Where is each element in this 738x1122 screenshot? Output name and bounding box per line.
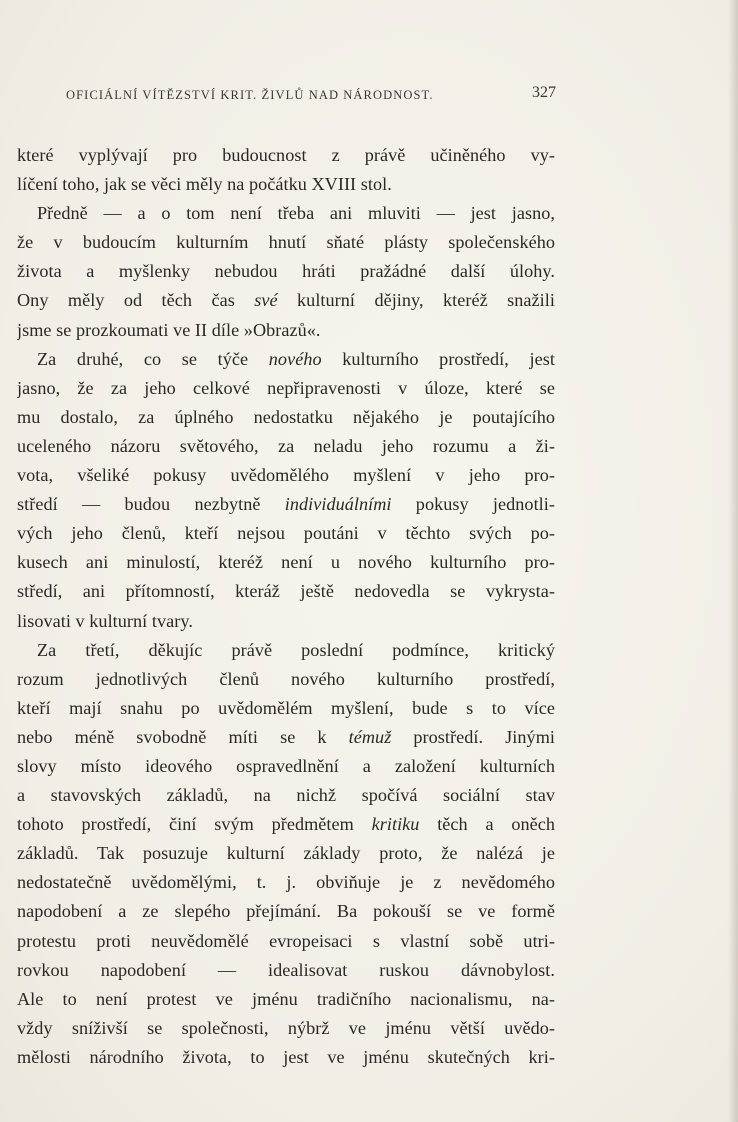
text-line: [17, 839, 555, 868]
text-line: [17, 286, 555, 315]
text-segment: líčení toho, jak se věci měly na počátku XVIII stol.: [17, 174, 392, 195]
text-line: [17, 199, 555, 228]
text-segment: prostředí. Jinými: [391, 726, 555, 747]
emphasized-word: nového: [268, 348, 322, 369]
text-segment: Ale to není protest ve jménu tradičního nacionalismu, na-: [17, 988, 555, 1009]
text-line: [17, 636, 555, 665]
text-segment: Předně — a o tom není třeba ani mluviti — jest jasno,: [37, 203, 555, 224]
text-line: [17, 694, 555, 723]
text-segment: vota, všeliké pokusy uvědomělého myšlení v jeho pro-: [17, 465, 555, 486]
text-line: [17, 723, 555, 752]
page-number: 327: [532, 84, 556, 101]
text-segment: které vyplývají pro budoucnost z právě učiněného vy-: [17, 145, 555, 165]
text-line: [17, 141, 555, 170]
text-segment: jasno, že za jeho celkové nepřipravenosti v úloze, které se: [17, 377, 555, 398]
text-segment: kusech ani minulostí, kteréž není u nového kulturního pro-: [17, 552, 555, 573]
running-header-title: OFICIÁLNÍ VÍTĚZSTVÍ KRIT. ŽIVLŮ NAD NÁRODNOST.: [66, 88, 434, 102]
text-line: [17, 927, 555, 956]
text-line: [17, 490, 555, 519]
text-line: [17, 432, 555, 461]
text-segment: rovkou napodobení — idealisovat ruskou dávnobylost.: [17, 959, 555, 980]
text-segment: mu dostalo, za úplného nedostatku nějakého je poutajícího: [17, 406, 555, 427]
text-segment: rozum jednotlivých členů nového kulturního prostředí,: [17, 668, 555, 689]
emphasized-word: své: [254, 290, 278, 311]
text-line: [17, 345, 555, 374]
page-edge-shadow: [728, 0, 738, 1122]
text-segment: Za třetí, děkujíc právě poslední podmínce, kritický: [37, 639, 555, 660]
text-line: [17, 170, 555, 199]
text-segment: slovy místo ideového ospravedlnění a založení kulturních: [17, 755, 555, 776]
text-line: [17, 956, 555, 985]
text-line: [17, 461, 555, 490]
text-segment: uceleného názoru světového, za neladu jeho rozumu a ži-: [17, 435, 555, 456]
text-segment: a stavovských základů, na nichž spočívá sociální stav: [17, 785, 555, 806]
text-line: [17, 577, 555, 606]
text-line: [17, 607, 555, 636]
text-line: [17, 374, 555, 403]
text-segment: jsme se prozkoumati ve II díle »Obrazů«.: [17, 319, 321, 340]
body-text: [17, 141, 555, 1072]
text-segment: Ony měly od těch čas: [17, 290, 255, 311]
text-line: [17, 257, 555, 286]
text-segment: středí, ani přítomností, kteráž ještě nedovedla se vykrysta-: [17, 581, 555, 602]
text-line: [17, 316, 555, 345]
text-segment: středí — budou nezbytně: [17, 494, 285, 515]
text-segment: napodobení a ze slepého přejímání. Ba pokouší se ve formě: [17, 901, 555, 922]
text-segment: tohoto prostředí, činí svým předmětem: [17, 814, 372, 835]
text-segment: lisovati v kulturní tvary.: [17, 610, 193, 631]
text-segment: vždy sníživší se společnosti, nýbrž ve jménu větší uvědo-: [17, 1017, 555, 1038]
emphasized-word: kritiku: [371, 814, 420, 835]
text-line: [17, 519, 555, 548]
text-segment: těch a oněch: [419, 814, 555, 835]
text-segment: nedostatečně uvědomělými, t. j. obviňuje je z nevědomého: [17, 872, 555, 893]
text-line: [17, 1043, 555, 1072]
text-line: [17, 1014, 555, 1043]
text-line: [17, 228, 555, 257]
text-line: [17, 810, 555, 839]
emphasized-word: témuž: [348, 726, 392, 747]
emphasized-word: individuálními: [284, 494, 392, 515]
text-line: [17, 985, 555, 1014]
text-segment: mělosti národního života, to jest ve jménu skutečných kri-: [17, 1046, 555, 1067]
text-segment: že v budoucím kulturním hnutí sňaté plásty společenského: [17, 232, 555, 253]
text-segment: života a myšlenky nebudou hráti pražádné další úlohy.: [17, 261, 555, 282]
text-segment: Za druhé, co se týče: [37, 348, 269, 369]
text-segment: nebo méně svobodně míti se k: [17, 726, 349, 747]
running-header: [66, 84, 556, 108]
text-line: [17, 548, 555, 577]
text-line: [17, 665, 555, 694]
text-segment: vých jeho členů, kteří nejsou poutáni v těchto svých po-: [17, 523, 555, 544]
text-line: [17, 403, 555, 432]
text-segment: kteří mají snahu po uvědomělém myšlení, bude s to více: [17, 697, 555, 718]
text-segment: základů. Tak posuzuje kulturní základy proto, že nalézá je: [17, 843, 555, 864]
text-segment: kulturního prostředí, jest: [321, 348, 555, 369]
text-line: [17, 781, 555, 810]
text-line: [17, 868, 555, 897]
text-segment: pokusy jednotli-: [391, 494, 555, 515]
text-segment: protestu proti neuvědomělé evropeisaci s vlastní sobě utri-: [17, 930, 555, 951]
text-line: [17, 752, 555, 781]
text-segment: kulturní dějiny, kteréž snažili: [277, 290, 555, 311]
text-line: [17, 897, 555, 926]
